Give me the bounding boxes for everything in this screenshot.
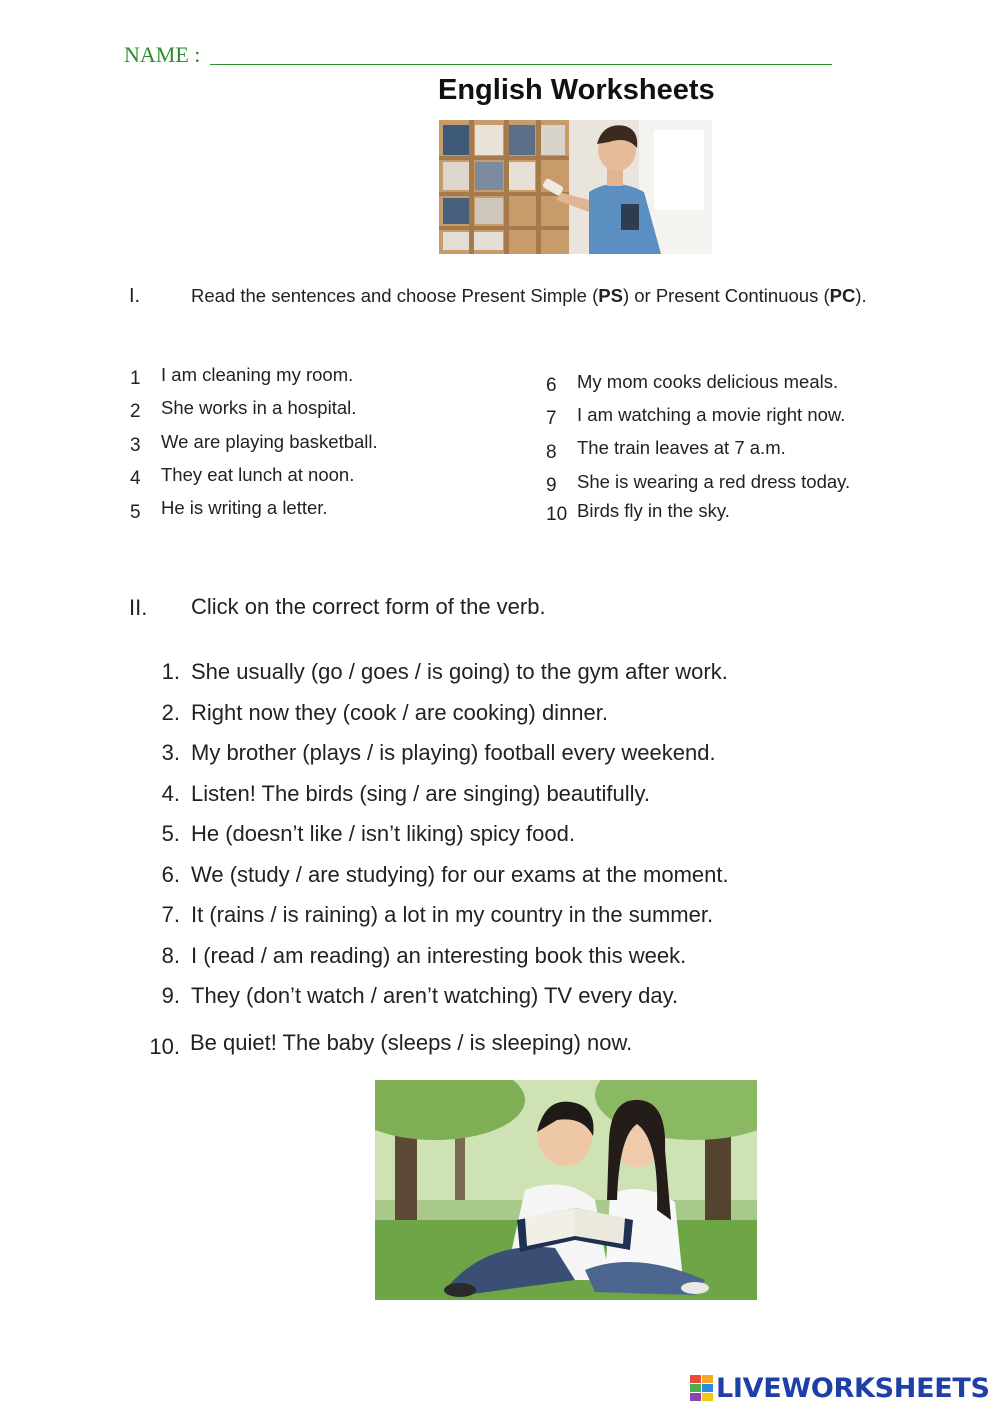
question-number: 5. [161, 821, 180, 846]
children-reading-photo [375, 1080, 757, 1300]
verb-choice-sentence[interactable]: My brother (plays / is playing) football every weekend. [191, 740, 716, 765]
question-number: 8. [161, 943, 180, 968]
sentence-text: Birds fly in the sky. [577, 500, 730, 521]
question-number: 6. [161, 862, 180, 887]
item-number: 2 [130, 401, 141, 422]
section-2-numeral: II. [129, 595, 148, 620]
verb-choice-sentence[interactable]: We (study / are studying) for our exams at the moment. [191, 862, 729, 887]
question-number: 10. [149, 1034, 180, 1059]
sentence-text: She works in a hospital. [161, 397, 357, 418]
question-number: 1. [161, 659, 180, 684]
liveworksheets-logo[interactable] [690, 1372, 990, 1404]
verb-choice-sentence[interactable]: Be quiet! The baby (sleeps / is sleeping) now. [190, 1030, 633, 1055]
section-1-numeral: I. [129, 285, 141, 307]
question-number: 2. [161, 700, 180, 725]
page-title: English Worksheets [438, 74, 715, 106]
item-number: 1 [130, 368, 141, 389]
name-label: NAME : [124, 42, 201, 67]
section-2-instruction: Click on the correct form of the verb. [191, 594, 546, 619]
question-number: 3. [161, 740, 180, 765]
question-number: 9. [161, 983, 180, 1008]
sentence-text: They eat lunch at noon. [161, 464, 355, 485]
verb-choice-sentence[interactable]: It (rains / is raining) a lot in my country in the summer. [191, 902, 714, 927]
item-number: 5 [130, 502, 141, 523]
sentence-text: My mom cooks delicious meals. [577, 371, 839, 392]
logo-grid-icon [690, 1375, 713, 1401]
item-number: 6 [546, 375, 557, 396]
item-number: 10 [546, 504, 568, 525]
item-number: 8 [546, 442, 557, 463]
verb-choice-sentence[interactable]: He (doesn’t like / isn’t liking) spicy food. [191, 821, 575, 846]
sentence-text: I am watching a movie right now. [577, 404, 846, 425]
boy-at-shelf-photo [439, 120, 712, 254]
verb-choice-sentence[interactable]: Listen! The birds (sing / are singing) beautifully. [191, 781, 650, 806]
sentence-text: We are playing basketball. [161, 431, 378, 452]
sentence-text: The train leaves at 7 a.m. [577, 437, 786, 458]
verb-choice-sentence[interactable]: They (don’t watch / aren’t watching) TV every day. [191, 983, 679, 1008]
question-number: 4. [161, 781, 180, 806]
item-number: 4 [130, 468, 141, 489]
sentence-text: He is writing a letter. [161, 497, 328, 518]
item-number: 7 [546, 408, 557, 429]
logo-text: LIVEWORKSHEETS [716, 1372, 990, 1404]
verb-choice-sentence[interactable]: I (read / am reading) an interesting book this week. [191, 943, 687, 968]
sentence-text: I am cleaning my room. [161, 364, 354, 385]
item-number: 3 [130, 435, 141, 456]
name-input-line[interactable] [210, 64, 832, 65]
verb-choice-sentence[interactable]: Right now they (cook / are cooking) dinner. [191, 700, 609, 725]
sentence-text: She is wearing a red dress today. [577, 471, 851, 492]
question-number: 7. [161, 902, 180, 927]
item-number: 9 [546, 475, 557, 496]
section-1-instruction: Read the sentences and choose Present Simple (PS) or Present Continuous (PC). [191, 285, 867, 306]
verb-choice-sentence[interactable]: She usually (go / goes / is going) to the gym after work. [191, 659, 728, 684]
